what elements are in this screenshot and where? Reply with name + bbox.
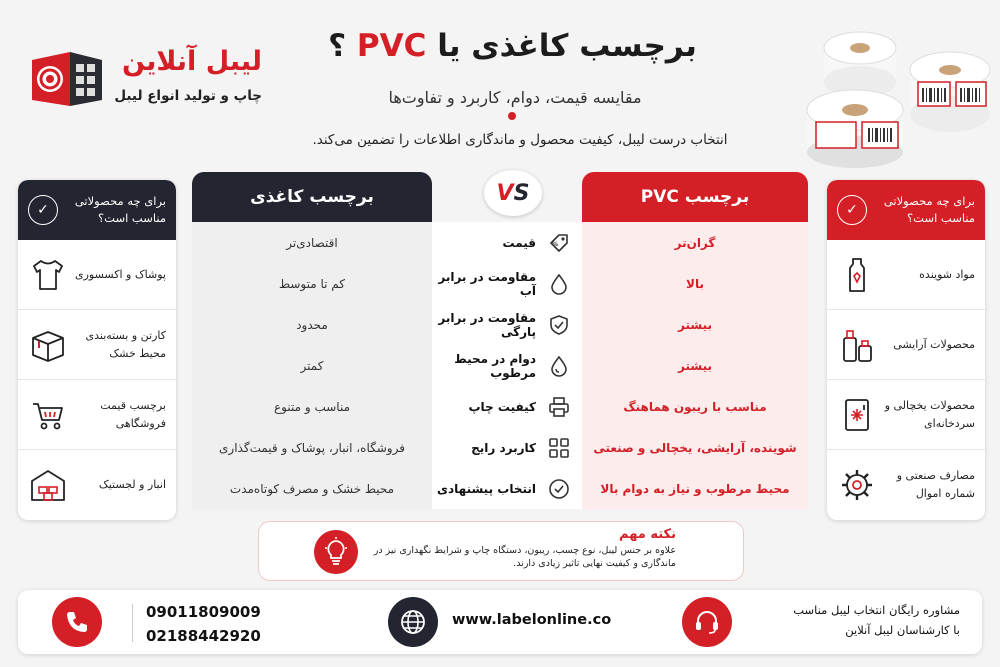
criterion-cell: [432, 304, 582, 345]
criterion-cell: [432, 263, 582, 304]
list-item-label: انبار و لجستیک: [98, 478, 166, 491]
footer-divider: [132, 604, 133, 642]
divider-dot: [508, 112, 516, 120]
list-item-label: مواد شوینده: [919, 267, 975, 281]
pvc-column-header: برچسب PVC: [582, 172, 808, 222]
list-item: [827, 380, 985, 450]
printer-icon: [546, 394, 572, 420]
criterion-label: کاربرد رایج: [471, 440, 536, 455]
paper-suitable-panel: [18, 180, 176, 520]
page-subtitle: مقایسه قیمت، دوام، کاربرد و تفاوت‌ها: [388, 88, 642, 107]
pvc-value: بیشتر: [582, 345, 808, 386]
list-item: [18, 310, 176, 380]
paper-value: اقتصادی‌تر: [192, 222, 432, 263]
paper-panel-title: برای چه محصولاتی مناسب است؟: [74, 194, 166, 225]
detergent-bottle-icon: [837, 255, 877, 295]
pvc-value: شوینده، آرایشی، یخچالی و صنعتی: [582, 427, 808, 468]
list-item: [18, 240, 176, 310]
pvc-suitable-panel: [827, 180, 985, 520]
vs-letter-s: S: [513, 180, 530, 206]
water-drop-icon: [546, 271, 572, 297]
paper-column-header: برچسب کاغذی: [192, 172, 432, 222]
consultation-text: [745, 600, 960, 640]
criterion-cell: [432, 386, 582, 427]
phone-number-2[interactable]: 02188442920: [146, 627, 261, 645]
list-item: [18, 380, 176, 450]
table-row: [192, 263, 808, 304]
pvc-value: بیشتر: [582, 304, 808, 345]
criterion-cell: [432, 427, 582, 468]
table-row: [192, 468, 808, 509]
criterion-label: مقاومت در برابر پارگی: [438, 310, 536, 339]
paper-value: محیط خشک و مصرف کوتاه‌مدت: [192, 468, 432, 509]
list-item: [18, 450, 176, 520]
check-icon: ✓: [837, 195, 867, 225]
globe-icon[interactable]: [388, 597, 438, 647]
paper-value: کم تا متوسط: [192, 263, 432, 304]
phone-number-1[interactable]: 09011809009: [146, 603, 261, 621]
page-title: [290, 28, 735, 64]
title-highlight: PVC: [356, 28, 427, 64]
paper-value: فروشگاه، انبار، پوشاک و قیمت‌گذاری: [192, 427, 432, 468]
pvc-value: محیط مرطوب و نیاز به دوام بالا: [582, 468, 808, 509]
criterion-label: دوام در محیط مرطوب: [454, 351, 536, 380]
list-item-label: مصارف صنعتی و شماره اموال: [896, 469, 975, 500]
shopping-cart-icon: [28, 395, 68, 435]
shield-check-icon: [546, 312, 572, 338]
list-item-label: پوشاک و اکسسوری: [75, 267, 166, 281]
vs-badge: [484, 170, 542, 216]
consult-line-2: با کارشناسان لیبل آنلاین: [845, 623, 960, 637]
vs-letter-v: V: [496, 180, 514, 206]
table-row: [192, 345, 808, 386]
brand-logo: [28, 46, 106, 112]
criterion-cell: [432, 345, 582, 386]
website-link[interactable]: www.labelonline.co: [452, 612, 612, 628]
list-item: [827, 240, 985, 310]
brand-tagline: چاپ و تولید انواع لیبل: [114, 88, 262, 104]
criterion-label: قیمت: [502, 235, 536, 250]
check-icon: ✓: [28, 195, 58, 225]
cosmetic-bottles-icon: [837, 325, 877, 365]
criterion-label: مقاومت در برابر آب: [438, 269, 536, 298]
tshirt-icon: [28, 255, 68, 295]
criterion-label: کیفیت چاپ: [468, 399, 536, 414]
headset-icon[interactable]: [682, 597, 732, 647]
note-title: نکته مهم: [619, 527, 676, 542]
svg-text:%: %: [551, 240, 558, 248]
pvc-panel-header: [827, 180, 985, 240]
pvc-value: مناسب با ریبون هماهنگ: [582, 386, 808, 427]
brand-name: لیبل آنلاین: [121, 46, 262, 77]
list-item: [827, 310, 985, 380]
table-row: [192, 222, 808, 263]
moisture-drop-icon: [546, 353, 572, 379]
paper-value: مناسب و متنوع: [192, 386, 432, 427]
price-tag-icon: [546, 230, 572, 256]
note-body: علاوه بر جنس لیبل، نوع چسب، ریبون، دستگاه چاپ و شرایط نگهداری نیز در ماندگاری و کیفیت نهایی تاثیر زیادی دارند.: [373, 545, 676, 569]
consult-line-1: مشاوره رایگان انتخاب لیبل مناسب: [793, 603, 960, 617]
lightbulb-icon: [314, 530, 358, 574]
list-item-label: کارتن و بسته‌بندی محیط خشک: [85, 328, 166, 360]
phone-numbers: [146, 600, 261, 648]
comparison-table: [192, 222, 808, 512]
label-rolls-image: [790, 18, 995, 168]
list-item-label: محصولات آرایشی: [893, 337, 975, 351]
criterion-label: انتخاب پیشنهادی: [436, 481, 536, 496]
pvc-value: گران‌تر: [582, 222, 808, 263]
pvc-value: بالا: [582, 263, 808, 304]
list-item-label: برچسب قیمت فروشگاهی: [100, 398, 166, 430]
paper-value: محدود: [192, 304, 432, 345]
paper-panel-header: [18, 180, 176, 240]
intro-text: انتخاب درست لیبل، کیفیت محصول و ماندگاری اطلاعات را تضمین می‌کند.: [312, 132, 728, 148]
freezer-icon: [837, 395, 877, 435]
criterion-cell: [432, 222, 582, 263]
gear-icon: [837, 465, 877, 505]
title-suffix: ؟: [328, 28, 347, 64]
table-row: [192, 386, 808, 427]
criterion-cell: [432, 468, 582, 509]
title-prefix: برچسب کاغذی یا: [437, 28, 697, 64]
table-row: [192, 304, 808, 345]
list-item: [827, 450, 985, 520]
check-circle-icon: [546, 476, 572, 502]
box-icon: [28, 325, 68, 365]
table-row: [192, 427, 808, 468]
paper-value: کمتر: [192, 345, 432, 386]
pvc-panel-title: برای چه محصولاتی مناسب است؟: [883, 194, 975, 225]
warehouse-icon: [28, 465, 68, 505]
list-item-label: محصولات یخچالی و سردخانه‌ای: [884, 398, 975, 430]
grid-icon: [546, 435, 572, 461]
phone-icon[interactable]: [52, 597, 102, 647]
